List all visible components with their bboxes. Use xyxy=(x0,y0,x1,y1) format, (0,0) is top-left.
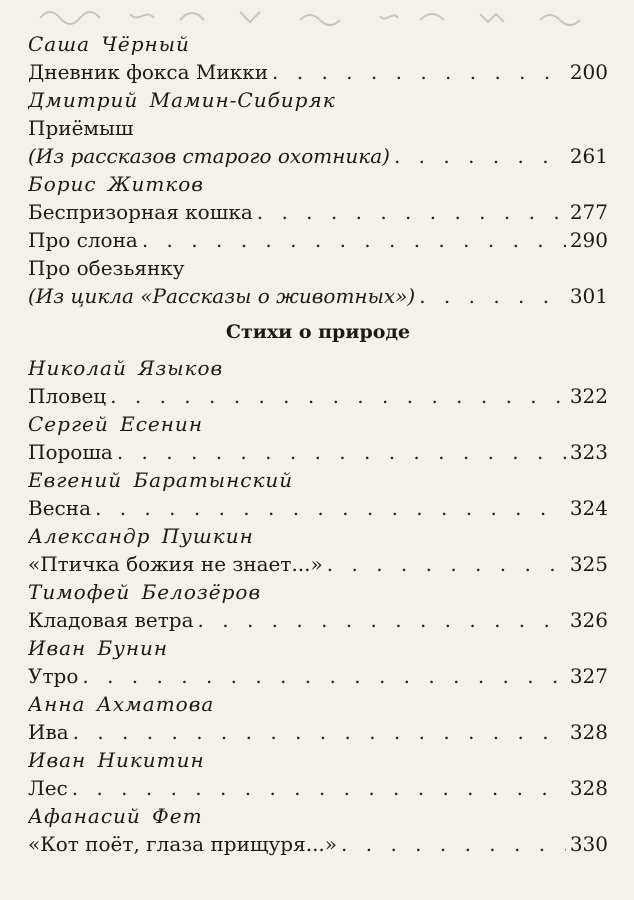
author-name: Тимофей Белозёров xyxy=(28,580,262,604)
dot-leader xyxy=(110,382,566,410)
page-number: 328 xyxy=(569,720,608,744)
page-number: 324 xyxy=(569,496,608,520)
toc-entry xyxy=(28,438,608,466)
toc-entry xyxy=(28,226,608,254)
toc-entry xyxy=(28,830,608,858)
author-name: Александр Пушкин xyxy=(28,524,254,548)
toc-entry xyxy=(28,58,608,86)
toc-entry xyxy=(28,774,608,802)
page-number: 325 xyxy=(569,552,608,576)
toc-entry xyxy=(28,606,608,634)
dot-leader xyxy=(72,774,566,802)
author-name: Сергей Есенин xyxy=(28,412,203,436)
author-name: Евгений Баратынский xyxy=(28,468,294,492)
toc-entry xyxy=(28,142,608,170)
page-number: 328 xyxy=(569,776,608,800)
story-title: Приёмыш xyxy=(28,116,134,140)
entry-title: «Птичка божия не знает...» xyxy=(28,552,323,576)
entry-title: (Из рассказов старого охотника) xyxy=(28,144,390,168)
section-heading: Стихи о природе xyxy=(225,321,411,343)
page-number: 200 xyxy=(569,60,608,84)
page-number: 301 xyxy=(569,284,608,308)
entry-title: Весна xyxy=(28,496,91,520)
entry-title: Ива xyxy=(28,720,69,744)
entry-title: Лес xyxy=(28,776,68,800)
dot-leader xyxy=(82,662,565,690)
author-name: Анна Ахматова xyxy=(28,692,215,716)
toc-entry xyxy=(28,198,608,226)
page-number: 290 xyxy=(569,228,608,252)
page-number: 322 xyxy=(569,384,608,408)
dot-leader xyxy=(73,718,566,746)
page-number: 330 xyxy=(569,832,608,856)
dot-leader xyxy=(327,550,566,578)
toc-entry xyxy=(28,382,608,410)
entry-title: Беспризорная кошка xyxy=(28,200,253,224)
dot-leader xyxy=(95,494,566,522)
author-name: Борис Житков xyxy=(28,172,204,196)
dot-leader xyxy=(341,830,566,858)
toc-entry xyxy=(28,718,608,746)
author-name: Дмитрий Мамин-Сибиряк xyxy=(28,88,336,112)
page-number: 277 xyxy=(569,200,608,224)
author-name: Иван Никитин xyxy=(28,748,205,772)
dot-leader xyxy=(117,438,566,466)
toc-entry xyxy=(28,494,608,522)
page-number: 327 xyxy=(569,664,608,688)
entry-title: Про слона xyxy=(28,228,138,252)
entry-title: Пловец xyxy=(28,384,107,408)
page-number: 261 xyxy=(569,144,608,168)
entry-title: (Из цикла «Рассказы о животных») xyxy=(28,284,416,308)
entry-title: «Кот поёт, глаза прищуря...» xyxy=(28,832,338,856)
toc-entry xyxy=(28,550,608,578)
dot-leader xyxy=(257,198,566,226)
entry-title: Дневник фокса Микки xyxy=(28,60,269,84)
page-number: 323 xyxy=(569,440,608,464)
dot-leader xyxy=(142,226,566,254)
toc-entry xyxy=(28,662,608,690)
dot-leader xyxy=(272,58,566,86)
entry-title: Утро xyxy=(28,664,79,688)
dot-leader xyxy=(198,606,566,634)
author-name: Николай Языков xyxy=(28,356,224,380)
author-name: Афанасий Фет xyxy=(28,804,203,828)
entry-title: Пороша xyxy=(28,440,113,464)
table-of-contents xyxy=(28,30,608,858)
dot-leader xyxy=(394,142,566,170)
toc-entry xyxy=(28,282,608,310)
author-name: Саша Чёрный xyxy=(28,32,190,56)
dot-leader xyxy=(419,282,566,310)
page-number: 326 xyxy=(569,608,608,632)
story-title: Про обезьянку xyxy=(28,256,185,280)
author-name: Иван Бунин xyxy=(28,636,169,660)
entry-title: Кладовая ветра xyxy=(28,608,194,632)
